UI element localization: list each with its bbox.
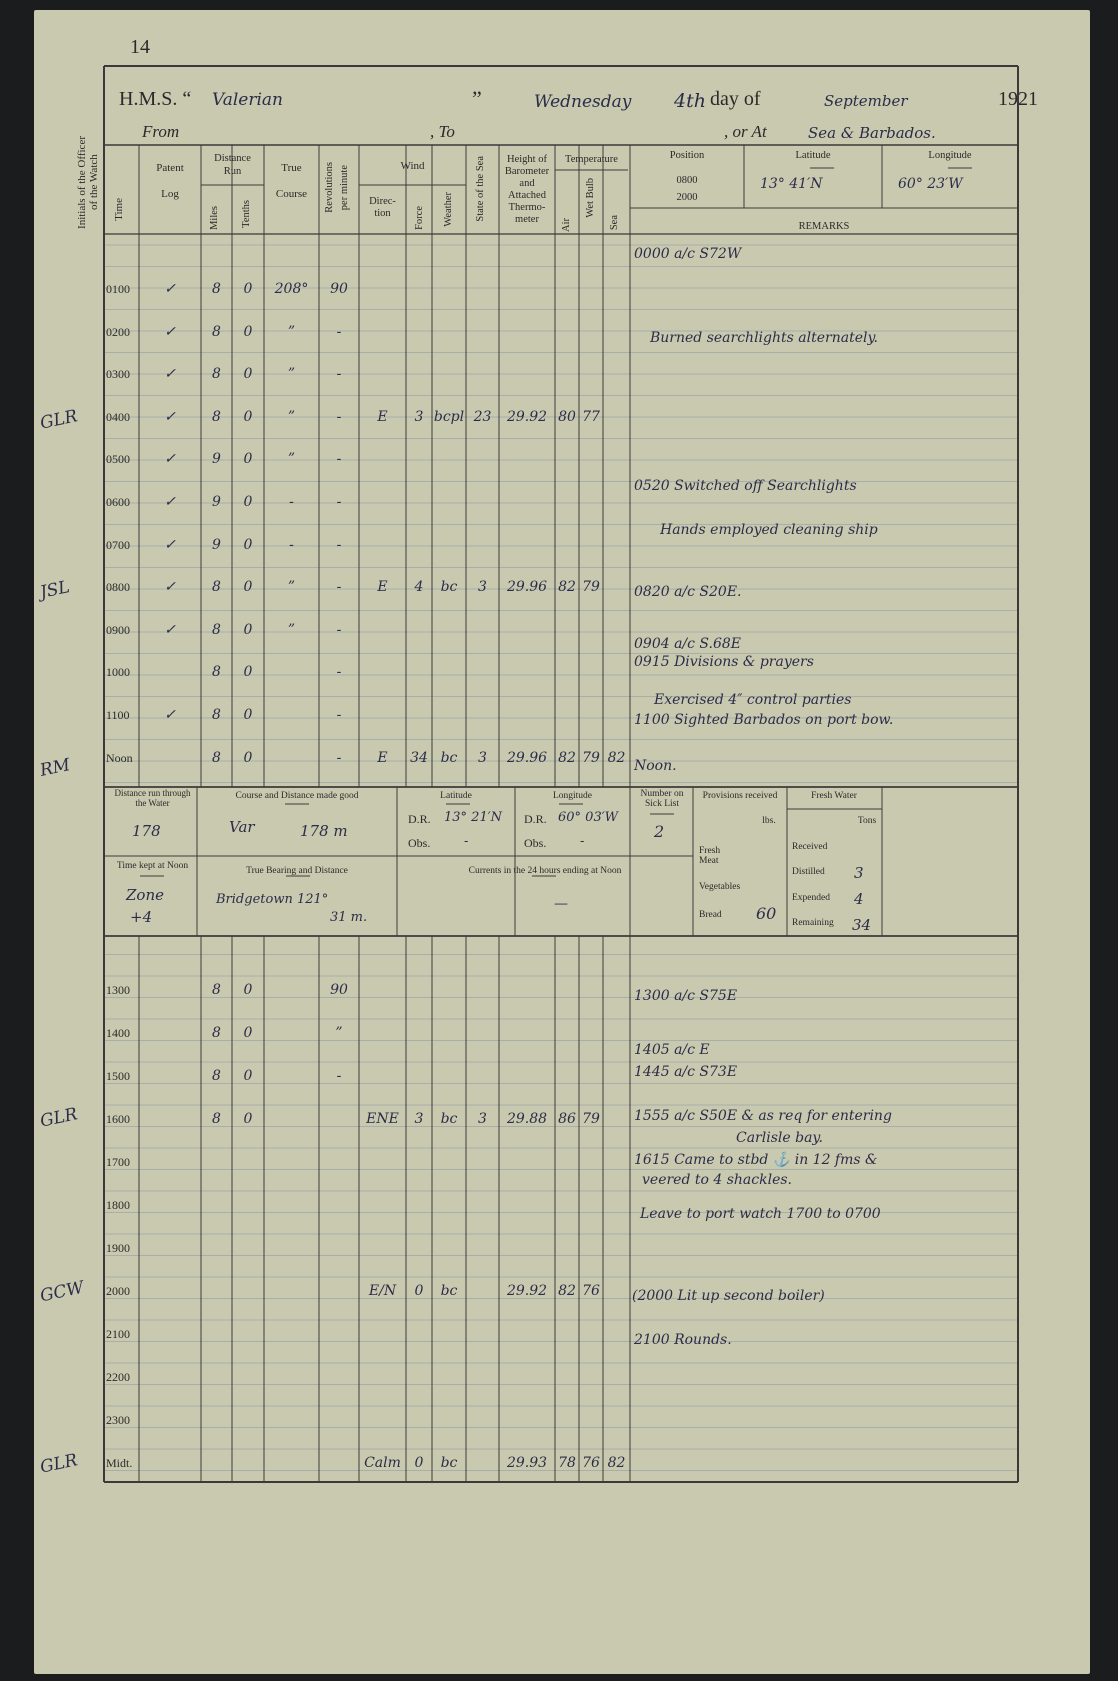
afternoon-remark: Carlisle bay. xyxy=(736,1130,823,1146)
ship-close: ” xyxy=(472,86,482,111)
col-direction-header-2: tion xyxy=(374,208,391,219)
currents-value: — xyxy=(554,896,568,912)
year: 1921 xyxy=(998,88,1038,110)
morning-tenths: 0 xyxy=(243,323,253,340)
afternoon-remark: (2000 Lit up second boiler) xyxy=(632,1288,825,1304)
afternoon-tenths: 0 xyxy=(243,982,253,998)
day-of-label: day of xyxy=(710,88,761,110)
provisions-fresh-meat: Fresh Meat xyxy=(699,846,721,866)
provisions-bread-value: 60 xyxy=(756,904,777,923)
morning-course: - xyxy=(289,536,294,553)
morning-log: ✓ xyxy=(164,707,176,723)
morning-force: 4 xyxy=(414,579,424,596)
morning-time: 0200 xyxy=(106,324,130,339)
noon-cmg-distance: 178 m xyxy=(300,822,348,840)
afternoon-remark: 1405 a/c E xyxy=(634,1042,710,1058)
noon-sick-value: 2 xyxy=(654,822,665,841)
morning-officer-initials: RM xyxy=(38,755,72,781)
morning-remark: 0000 a/c S72W xyxy=(634,246,742,262)
morning-time: 0100 xyxy=(106,282,130,296)
day-number: 4th xyxy=(674,90,706,112)
morning-weather: bc xyxy=(440,579,458,596)
afternoon-baro: 29.88 xyxy=(506,1111,548,1127)
water-received-label: Received xyxy=(792,842,828,852)
morning-revs: - xyxy=(336,494,342,510)
currents-label: Currents in the 24 hours ending at Noon xyxy=(468,866,622,876)
morning-revs: - xyxy=(336,749,342,766)
morning-officer-initials: GLR xyxy=(38,406,80,434)
morning-remark: Hands employed cleaning ship xyxy=(660,522,878,538)
or-at-label: , or At xyxy=(724,122,767,141)
col-temperature-header: Temperature xyxy=(565,154,618,165)
afternoon-remark: 1300 a/c S75E xyxy=(634,988,738,1004)
morning-course: - xyxy=(289,494,294,510)
col-sea-header: Sea xyxy=(609,215,620,231)
morning-sea-state: 3 xyxy=(478,579,487,596)
latitude-header: Latitude xyxy=(795,150,831,161)
noon-dr-label-2: D.R. xyxy=(524,812,547,826)
water-distilled-value: 3 xyxy=(854,864,864,882)
col-patent-header: Patent xyxy=(156,162,184,174)
col-direction-header: Direc- xyxy=(369,196,396,207)
morning-log: ✓ xyxy=(164,281,176,297)
afternoon-air: 82 xyxy=(558,1283,576,1299)
morning-wet: 79 xyxy=(582,749,600,766)
morning-miles: 8 xyxy=(212,579,221,596)
morning-tenths: 0 xyxy=(243,408,253,425)
position-header: Position xyxy=(669,150,705,161)
col-tenths-header: Tenths xyxy=(241,200,252,228)
col-miles-header: Miles xyxy=(209,206,220,230)
latitude-value: 13° 41′N xyxy=(760,176,823,192)
morning-time: Noon xyxy=(106,750,133,765)
afternoon-dir: Calm xyxy=(364,1455,401,1471)
col-log-header: Log xyxy=(161,188,179,200)
morning-revs: - xyxy=(336,707,342,723)
afternoon-officer-initials: GCW xyxy=(38,1277,86,1307)
morning-course: ” xyxy=(287,323,296,340)
morning-log: ✓ xyxy=(164,536,176,553)
noon-cmg-course: Var xyxy=(229,818,255,836)
morning-remark: 1100 Sighted Barbados on port bow. xyxy=(634,712,894,728)
afternoon-time: 1800 xyxy=(106,1198,130,1212)
noon-lat-label: Latitude xyxy=(440,791,472,801)
water-remaining-value: 34 xyxy=(852,916,872,934)
morning-miles: 8 xyxy=(212,749,221,766)
morning-time: 1000 xyxy=(106,665,130,680)
morning-remark: Burned searchlights alternately. xyxy=(650,330,878,346)
morning-weather: bcpl xyxy=(433,408,465,425)
longitude-value: 60° 23′W xyxy=(898,176,963,192)
morning-remark: 0904 a/c S.68E xyxy=(634,636,742,652)
morning-miles: 8 xyxy=(212,366,221,383)
bearing-label: True Bearing and Distance xyxy=(246,866,348,876)
morning-dir: E xyxy=(377,749,388,766)
provisions-lbs-label: lbs. xyxy=(762,816,776,826)
afternoon-force: 3 xyxy=(414,1111,424,1127)
provisions-vegetables: Vegetables xyxy=(699,882,741,892)
water-expended-value: 4 xyxy=(854,890,864,908)
morning-revs: - xyxy=(336,621,342,638)
afternoon-remark: 1615 Came to stbd ⚓ in 12 fms & xyxy=(634,1152,878,1168)
officer-initials-label: Initials of the Officer of the Watch xyxy=(76,136,100,229)
afternoon-sea: 82 xyxy=(607,1455,626,1471)
morning-tenths: 0 xyxy=(243,579,253,596)
afternoon-officer-initials: GLR xyxy=(38,1450,80,1478)
morning-revs: - xyxy=(336,664,342,681)
morning-dir: E xyxy=(377,408,388,425)
remarks-header: REMARKS xyxy=(798,221,850,232)
morning-miles: 9 xyxy=(212,494,221,510)
noon-obs-lat: - xyxy=(464,834,469,849)
morning-dir: E xyxy=(377,579,388,596)
afternoon-miles: 8 xyxy=(212,1068,221,1084)
noon-cmg-label: Course and Distance made good xyxy=(235,791,359,801)
col-air-header: Air xyxy=(561,218,572,232)
afternoon-miles: 8 xyxy=(212,1111,221,1127)
morning-time: 0800 xyxy=(106,580,130,595)
afternoon-air: 86 xyxy=(558,1111,576,1127)
morning-miles: 9 xyxy=(212,536,221,553)
provisions-bread: Bread xyxy=(699,910,722,920)
ship-prefix: H.M.S. “ xyxy=(119,88,192,110)
afternoon-baro: 29.92 xyxy=(506,1283,548,1299)
morning-miles: 8 xyxy=(212,707,221,723)
morning-tenths: 0 xyxy=(243,281,253,297)
morning-revs: 90 xyxy=(330,281,348,297)
provisions-label: Provisions received xyxy=(702,791,778,801)
morning-time: 1100 xyxy=(106,708,130,722)
morning-remark: 0915 Divisions & prayers xyxy=(634,654,814,670)
morning-log: ✓ xyxy=(164,323,176,340)
morning-tenths: 0 xyxy=(243,664,253,681)
afternoon-remark: Leave to port watch 1700 to 0700 xyxy=(640,1206,881,1222)
morning-log: ✓ xyxy=(164,408,176,425)
morning-revs: - xyxy=(336,408,342,425)
morning-sea-state: 23 xyxy=(473,408,492,425)
afternoon-wet: 76 xyxy=(582,1455,600,1471)
col-time-header: Time xyxy=(113,198,125,221)
morning-time: 0900 xyxy=(106,622,130,637)
longitude-header: Longitude xyxy=(928,150,972,161)
afternoon-time: 2000 xyxy=(106,1284,130,1298)
morning-time: 0400 xyxy=(106,409,130,424)
morning-baro: 29.96 xyxy=(506,749,548,766)
ruled-grid xyxy=(34,10,1090,1674)
morning-remark: 0820 a/c S20E. xyxy=(634,584,742,600)
morning-remark: Noon. xyxy=(634,758,677,774)
morning-tenths: 0 xyxy=(243,707,253,723)
col-wind-header: Wind xyxy=(400,160,425,172)
afternoon-sea-state: 3 xyxy=(478,1111,487,1127)
afternoon-time: 1300 xyxy=(106,983,130,997)
noon-dr-label: D.R. xyxy=(408,812,431,826)
afternoon-revs: ” xyxy=(335,1025,343,1041)
col-course-header: Course xyxy=(275,188,308,200)
afternoon-dir: E/N xyxy=(368,1283,397,1299)
morning-miles: 8 xyxy=(212,664,221,681)
water-distilled-label: Distilled xyxy=(792,867,825,877)
afternoon-revs: 90 xyxy=(330,982,348,998)
col-per-minute-header: per minute xyxy=(339,165,350,211)
afternoon-remark: 1445 a/c S73E xyxy=(634,1064,738,1080)
afternoon-time: 1600 xyxy=(106,1112,130,1126)
page-number: 14 xyxy=(130,36,150,58)
time-kept-label: Time kept at Noon xyxy=(116,861,189,871)
afternoon-revs: - xyxy=(336,1068,342,1084)
morning-remark: 0520 Switched off Searchlights xyxy=(634,478,857,494)
col-true-header: True xyxy=(281,162,302,174)
bearing-value-2: 31 m. xyxy=(330,910,368,925)
morning-course: ” xyxy=(287,366,296,383)
afternoon-force: 0 xyxy=(414,1283,424,1299)
fresh-water-tons-label: Tons xyxy=(857,816,877,826)
afternoon-tenths: 0 xyxy=(243,1068,253,1084)
afternoon-air: 78 xyxy=(558,1455,576,1471)
morning-revs: - xyxy=(336,579,342,596)
morning-baro: 29.92 xyxy=(506,408,548,425)
morning-log: ✓ xyxy=(164,621,176,638)
afternoon-time: Midt. xyxy=(106,1456,133,1470)
noon-dr-lon: 60° 03′W xyxy=(558,810,619,825)
col-run-header: Run xyxy=(223,166,242,177)
afternoon-remark: 1555 a/c S50E & as req for entering xyxy=(634,1108,892,1124)
noon-obs-label: Obs. xyxy=(408,836,431,850)
morning-force: 34 xyxy=(410,749,428,766)
afternoon-miles: 8 xyxy=(212,1025,221,1041)
to-label: , To xyxy=(430,122,455,141)
at-value: Sea & Barbados. xyxy=(808,124,936,142)
morning-revs: - xyxy=(336,451,342,468)
morning-tenths: 0 xyxy=(243,451,253,468)
afternoon-weather: bc xyxy=(440,1111,458,1127)
col-weather-header: Weather xyxy=(443,192,454,227)
afternoon-baro: 29.93 xyxy=(506,1455,548,1471)
morning-tenths: 0 xyxy=(243,366,253,383)
morning-miles: 8 xyxy=(212,408,221,425)
weekday: Wednesday xyxy=(534,92,632,112)
afternoon-time: 1400 xyxy=(106,1026,130,1040)
afternoon-time: 2300 xyxy=(106,1413,130,1427)
morning-tenths: 0 xyxy=(243,621,253,638)
afternoon-dir: ENE xyxy=(366,1111,399,1127)
morning-log: ✓ xyxy=(164,494,176,510)
morning-wet: 77 xyxy=(582,408,600,425)
noon-sick-label: Number on Sick List xyxy=(640,789,684,809)
morning-air: 80 xyxy=(558,408,576,425)
afternoon-officer-initials: GLR xyxy=(38,1104,80,1132)
morning-course: 208° xyxy=(274,281,309,297)
col-wet-bulb-header: Wet Bulb xyxy=(585,178,596,218)
morning-air: 82 xyxy=(558,579,576,596)
col-sea-state-header: State of the Sea xyxy=(475,156,486,222)
morning-course: ” xyxy=(287,621,296,638)
morning-revs: - xyxy=(336,366,342,383)
time-kept-value-1: Zone xyxy=(126,886,164,904)
morning-time: 0600 xyxy=(106,495,130,509)
noon-distance-label: Distance run through the Water xyxy=(114,788,191,808)
morning-sea: 82 xyxy=(607,749,626,766)
morning-time: 0300 xyxy=(106,367,130,382)
morning-tenths: 0 xyxy=(243,749,253,766)
fresh-water-label: Fresh Water xyxy=(811,791,857,801)
bearing-value-1: Bridgetown 121° xyxy=(216,892,329,907)
noon-dr-lat: 13° 21′N xyxy=(444,810,503,825)
morning-miles: 9 xyxy=(212,451,221,468)
afternoon-miles: 8 xyxy=(212,982,221,998)
month: September xyxy=(824,92,908,110)
morning-revs: - xyxy=(336,536,342,553)
morning-log: ✓ xyxy=(164,366,176,383)
col-force-header: Force xyxy=(414,206,425,230)
morning-sea-state: 3 xyxy=(478,749,487,766)
afternoon-time: 2200 xyxy=(106,1370,130,1384)
afternoon-weather: bc xyxy=(440,1283,458,1299)
morning-force: 3 xyxy=(414,408,424,425)
afternoon-time: 1700 xyxy=(106,1155,130,1169)
col-distance-header: Distance xyxy=(214,153,251,164)
morning-time: 0500 xyxy=(106,452,130,467)
position-2000: 2000 xyxy=(676,192,698,203)
log-page xyxy=(34,10,1090,1674)
afternoon-remark: 2100 Rounds. xyxy=(634,1332,732,1348)
morning-log: ✓ xyxy=(164,451,176,468)
afternoon-time: 1500 xyxy=(106,1069,130,1083)
afternoon-time: 2100 xyxy=(106,1327,130,1341)
morning-revs: - xyxy=(336,323,342,340)
afternoon-tenths: 0 xyxy=(243,1111,253,1127)
morning-tenths: 0 xyxy=(243,536,253,553)
position-0800: 0800 xyxy=(676,175,698,186)
morning-air: 82 xyxy=(558,749,576,766)
col-barometer-header: Height of Barometer and Attached Thermo- meter xyxy=(504,154,550,225)
morning-wet: 79 xyxy=(582,579,600,596)
ship-name: Valerian xyxy=(212,90,283,110)
noon-distance-value: 178 xyxy=(132,822,161,840)
morning-baro: 29.96 xyxy=(506,579,548,596)
afternoon-tenths: 0 xyxy=(243,1025,253,1041)
from-label: From xyxy=(142,122,180,141)
noon-obs-lon: - xyxy=(580,834,585,849)
water-expended-label: Expended xyxy=(792,893,830,903)
morning-miles: 8 xyxy=(212,281,221,297)
afternoon-wet: 79 xyxy=(582,1111,600,1127)
time-kept-value-2: +4 xyxy=(130,908,153,926)
noon-lon-label: Longitude xyxy=(552,791,593,801)
morning-remark: Exercised 4″ control parties xyxy=(654,692,852,708)
morning-log: ✓ xyxy=(164,579,176,596)
afternoon-remark: veered to 4 shackles. xyxy=(642,1172,793,1188)
morning-miles: 8 xyxy=(212,323,221,340)
col-revolutions-header: Revolutions xyxy=(324,162,335,213)
morning-course: ” xyxy=(287,408,296,425)
noon-obs-label-2: Obs. xyxy=(524,836,547,850)
afternoon-wet: 76 xyxy=(582,1283,600,1299)
morning-time: 0700 xyxy=(106,537,130,552)
afternoon-time: 1900 xyxy=(106,1241,130,1255)
morning-weather: bc xyxy=(440,749,458,766)
water-remaining-label: Remaining xyxy=(792,918,834,928)
morning-tenths: 0 xyxy=(243,494,253,510)
afternoon-force: 0 xyxy=(414,1455,424,1471)
morning-course: ” xyxy=(287,579,296,596)
morning-course: ” xyxy=(287,451,296,468)
afternoon-weather: bc xyxy=(440,1455,458,1471)
morning-officer-initials: JSL xyxy=(38,577,72,603)
morning-miles: 8 xyxy=(212,621,221,638)
